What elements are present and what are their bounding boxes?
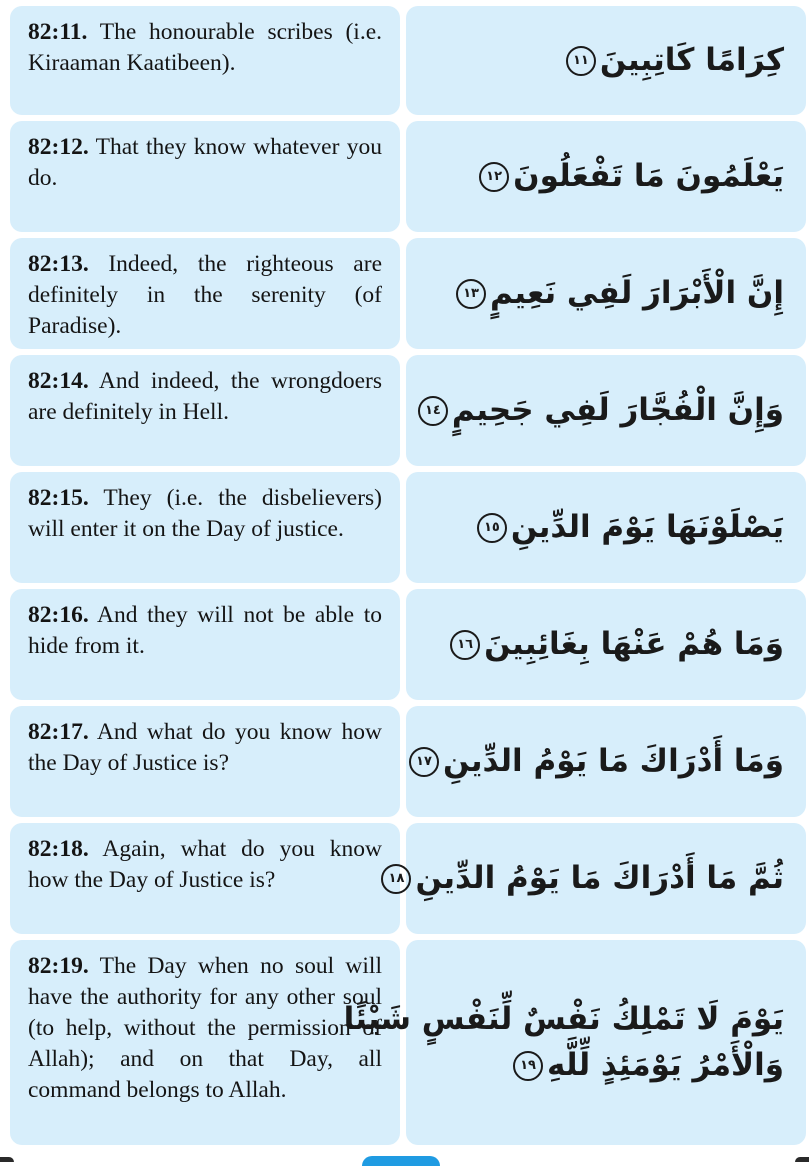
verse-english-text: That they know whatever you do. bbox=[28, 134, 382, 191]
ayah-number-marker: ١٣ bbox=[456, 279, 486, 309]
ayah-number-marker: ١٤ bbox=[418, 396, 448, 426]
verse-reference: 82:11. bbox=[28, 19, 88, 45]
bottom-edge-left bbox=[0, 1157, 14, 1162]
verse-reference: 82:19. bbox=[28, 953, 89, 979]
ayah-number-marker: ١٥ bbox=[477, 513, 507, 543]
verse-english-text: Indeed, the righteous are definitely in the serenity (of Paradise). bbox=[28, 251, 382, 339]
verse-arabic bbox=[406, 6, 806, 115]
verse-translation bbox=[10, 121, 400, 232]
verse-reference: 82:12. bbox=[28, 134, 89, 160]
verse-reference: 82:13. bbox=[28, 251, 89, 277]
arabic-text: ثُمَّ مَا أَدْرَاكَ مَا يَوْمُ الدِّينِ bbox=[415, 859, 784, 896]
page-bottom-bar bbox=[0, 1153, 809, 1162]
verse-arabic bbox=[406, 121, 806, 232]
verse-english-text: Again, what do you know how the Day of Justice is? bbox=[28, 836, 382, 893]
verse-reference: 82:16. bbox=[28, 602, 89, 628]
arabic-line bbox=[513, 1042, 784, 1088]
arabic-line bbox=[477, 504, 784, 550]
verse-translation bbox=[10, 706, 400, 817]
verse-translation bbox=[10, 589, 400, 700]
verse-arabic bbox=[343, 940, 806, 1145]
verse-arabic bbox=[406, 355, 806, 466]
ayah-number-marker: ١٧ bbox=[409, 747, 439, 777]
verse-row bbox=[10, 706, 806, 817]
verse-row bbox=[10, 823, 806, 934]
arabic-text: وَالْأَمْرُ يَوْمَئِذٍ لِّلَّهِ bbox=[547, 1046, 784, 1083]
verse-row bbox=[10, 121, 806, 232]
arabic-line bbox=[456, 270, 784, 316]
arabic-line bbox=[381, 855, 784, 901]
verse-translation bbox=[10, 6, 400, 115]
verse-row bbox=[10, 6, 806, 115]
verse-arabic bbox=[406, 589, 806, 700]
verse-arabic bbox=[406, 238, 806, 349]
verse-translation bbox=[10, 238, 400, 349]
verse-english-text: They (i.e. the disbelievers) will enter it on the Day of justice. bbox=[28, 485, 382, 542]
ayah-number-marker: ١٩ bbox=[513, 1051, 543, 1081]
verse-reference: 82:17. bbox=[28, 719, 89, 745]
verse-english-text: And indeed, the wrongdoers are definitely in Hell. bbox=[28, 368, 382, 425]
arabic-line bbox=[409, 738, 784, 784]
arabic-text: وَإِنَّ الْفُجَّارَ لَفِي جَحِيمٍ bbox=[451, 391, 784, 428]
arabic-text: كِرَامًا كَاتِبِينَ bbox=[599, 41, 784, 78]
arabic-text: يَعْلَمُونَ مَا تَفْعَلُونَ bbox=[513, 157, 784, 194]
verse-translation bbox=[10, 823, 400, 934]
arabic-text: يَصْلَوْنَهَا يَوْمَ الدِّينِ bbox=[510, 508, 784, 545]
page-tab[interactable] bbox=[362, 1156, 440, 1166]
verse-list bbox=[10, 6, 806, 1151]
verse-row bbox=[10, 238, 806, 349]
verse-reference: 82:15. bbox=[28, 485, 89, 511]
arabic-text: يَوْمَ لَا تَمْلِكُ نَفْسٌ لِّنَفْسٍ شَيْئًا bbox=[343, 1000, 784, 1037]
verse-reference: 82:14. bbox=[28, 368, 89, 394]
ayah-number-marker: ١٨ bbox=[381, 864, 411, 894]
verse-arabic bbox=[406, 472, 806, 583]
verse-translation bbox=[10, 472, 400, 583]
verse-row bbox=[10, 472, 806, 583]
verse-english-text: The Day when no soul will have the authority for any other soul (to help, without the permission of Allah); and on that Day, all command belongs to Allah. bbox=[28, 953, 382, 1103]
arabic-line bbox=[450, 621, 784, 667]
verse-english-text: And they will not be able to hide from it. bbox=[28, 602, 382, 659]
verse-row bbox=[10, 355, 806, 466]
verse-english-text: And what do you know how the Day of Justice is? bbox=[28, 719, 382, 776]
ayah-number-marker: ١٦ bbox=[450, 630, 480, 660]
verse-english-text: The honourable scribes (i.e. Kiraaman Kaatibeen). bbox=[28, 19, 383, 76]
arabic-line bbox=[566, 37, 784, 83]
arabic-text: وَمَا أَدْرَاكَ مَا يَوْمُ الدِّينِ bbox=[442, 742, 784, 779]
verse-reference: 82:18. bbox=[28, 836, 89, 862]
verse-row bbox=[10, 940, 806, 1145]
arabic-text: إِنَّ الْأَبْرَارَ لَفِي نَعِيمٍ bbox=[490, 274, 784, 311]
verse-row bbox=[10, 589, 806, 700]
ayah-number-marker: ١٢ bbox=[479, 162, 509, 192]
arabic-text: وَمَا هُمْ عَنْهَا بِغَائِبِينَ bbox=[484, 625, 784, 662]
verse-arabic bbox=[388, 823, 806, 934]
ayah-number-marker: ١١ bbox=[566, 46, 596, 76]
arabic-line bbox=[479, 153, 784, 199]
bottom-edge-right bbox=[795, 1157, 809, 1162]
verse-translation bbox=[10, 355, 400, 466]
verse-arabic bbox=[406, 706, 806, 817]
verse-translation bbox=[10, 940, 400, 1145]
arabic-line bbox=[344, 996, 784, 1042]
arabic-line bbox=[418, 387, 784, 433]
